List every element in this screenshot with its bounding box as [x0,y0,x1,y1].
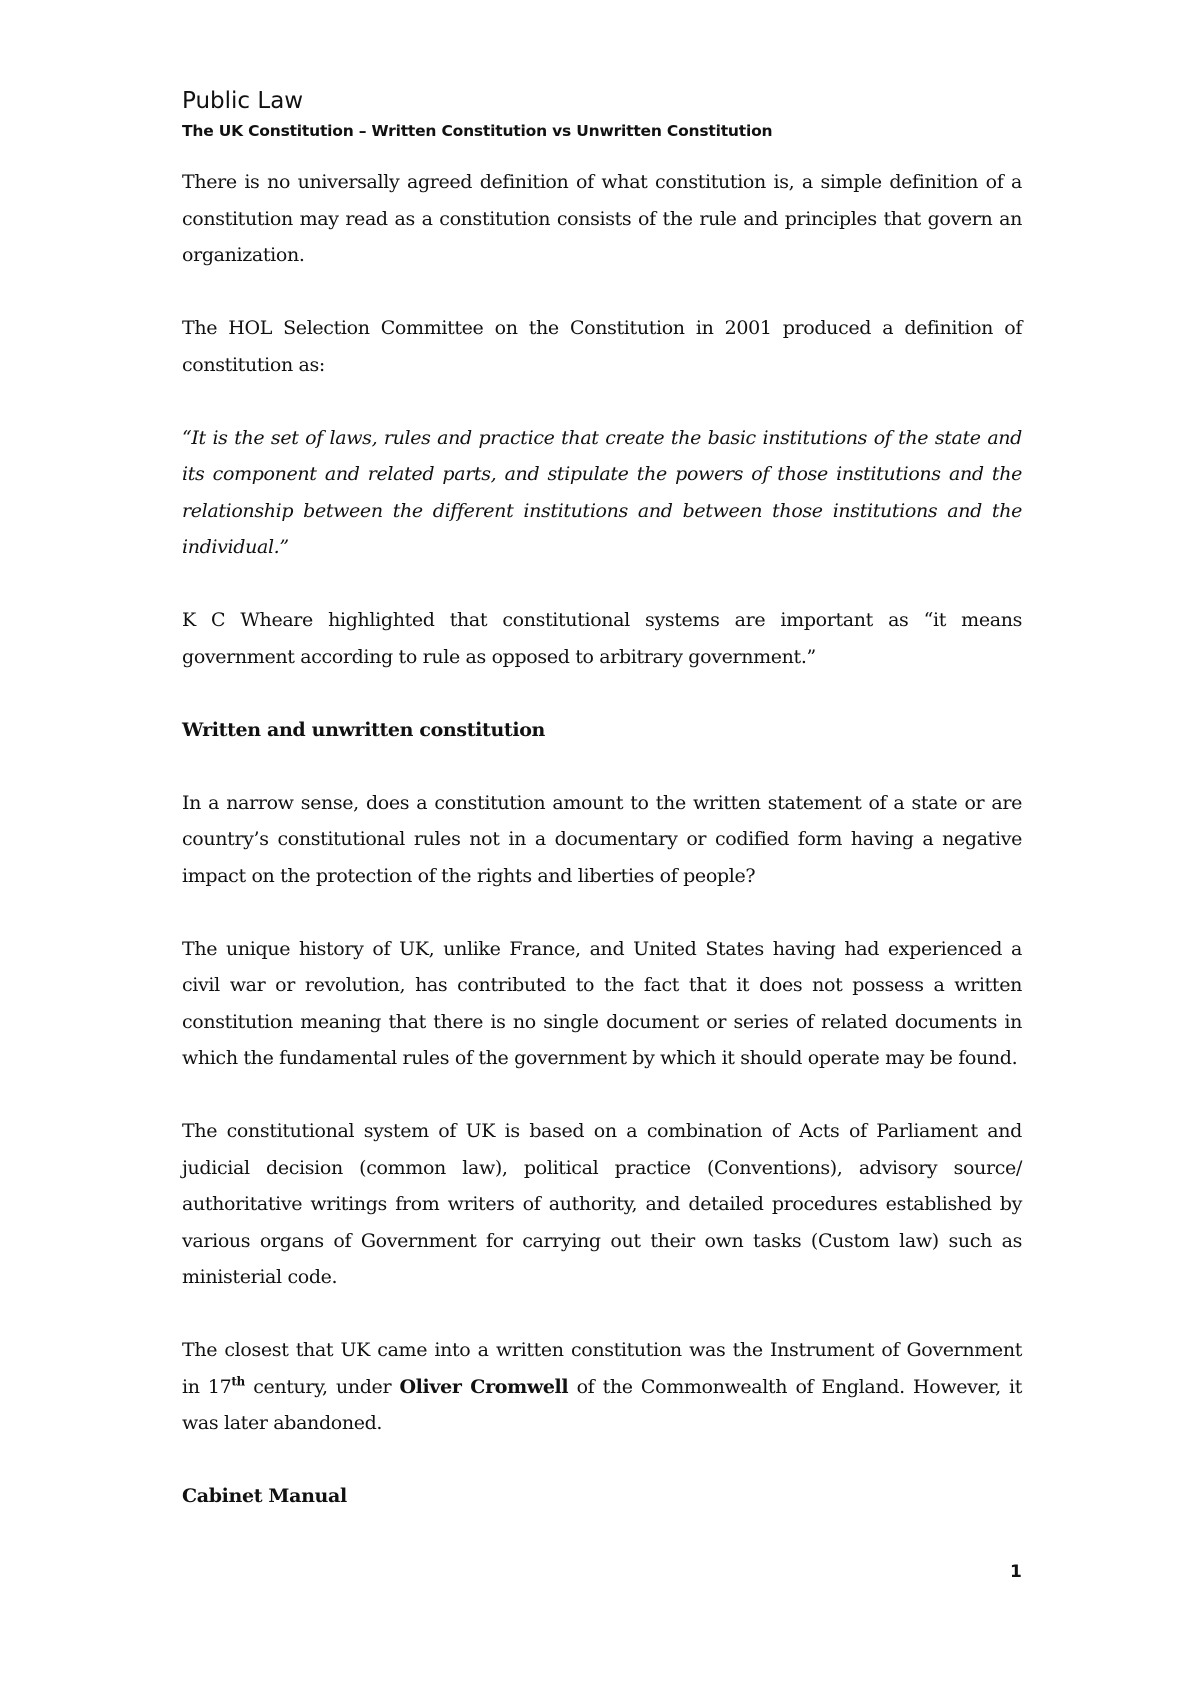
paragraph-definition: There is no universally agreed definition of what constitution is, a simple definition of a constitution may read as a constitution consists of the rule and principles that govern an organization. [182,171,1022,266]
document-title: Public Law [182,88,304,114]
paragraph-quote: “It is the set of laws, rules and practice that create the basic institutions of the state and its component and related parts, and stipulate the powers of those institutions and the relationship between the different institutions and between those institutions and the individual.” [182,426,1022,558]
document-body [182,164,1022,1551]
document-subtitle: The UK Constitution – Written Constitution vs Unwritten Constitution [182,122,773,140]
closest-text-3: of the Commonwealth of England. However, it was later abandoned. [182,1375,1023,1434]
closest-text-2: century, under [244,1375,400,1398]
cromwell-name: Oliver Cromwell [399,1375,569,1398]
paragraph-constitutional-system: The constitutional system of UK is based on a combination of Acts of Parliament and judicial decision (common law), political practice (Conventions), advisory source/ authoritative writings from writers of authority, and detailed procedures established by various organs of Government for carrying out their own tasks (Custom law) such as ministerial code. [182,1120,1022,1288]
page-number: 1 [1010,1562,1022,1582]
paragraph-narrow-sense: In a narrow sense, does a constitution amount to the written statement of a state or are country’s constitutional rules not in a documentary or codified form having a negative impact on the protection of the rights and liberties of people? [182,791,1022,887]
paragraph-closest [182,1332,1022,1442]
ordinal-superscript: th [231,1374,245,1389]
paragraph-unique-history: The unique history of UK, unlike France, and United States having had experienced a civil war or revolution, has contributed to the fact that it does not possess a written constitution meaning that there is no single document or series of related documents in which the fundamental rules of the government by which it should operate may be found. [182,937,1022,1069]
heading-cabinet-manual: Cabinet Manual [182,1485,347,1507]
document-header [182,86,1022,142]
paragraph-hol-committee: The HOL Selection Committee on the Constitution in 2001 produced a definition of constitution as: [182,317,1022,376]
heading-written-unwritten: Written and unwritten constitution [182,718,546,741]
closest-text-1: The closest that UK came into a written constitution was the Instrument of Government in 17 [182,1339,1022,1398]
paragraph-wheare: K C Wheare highlighted that constitutional systems are important as “it means government according to rule as opposed to arbitrary government.” [182,609,1022,668]
